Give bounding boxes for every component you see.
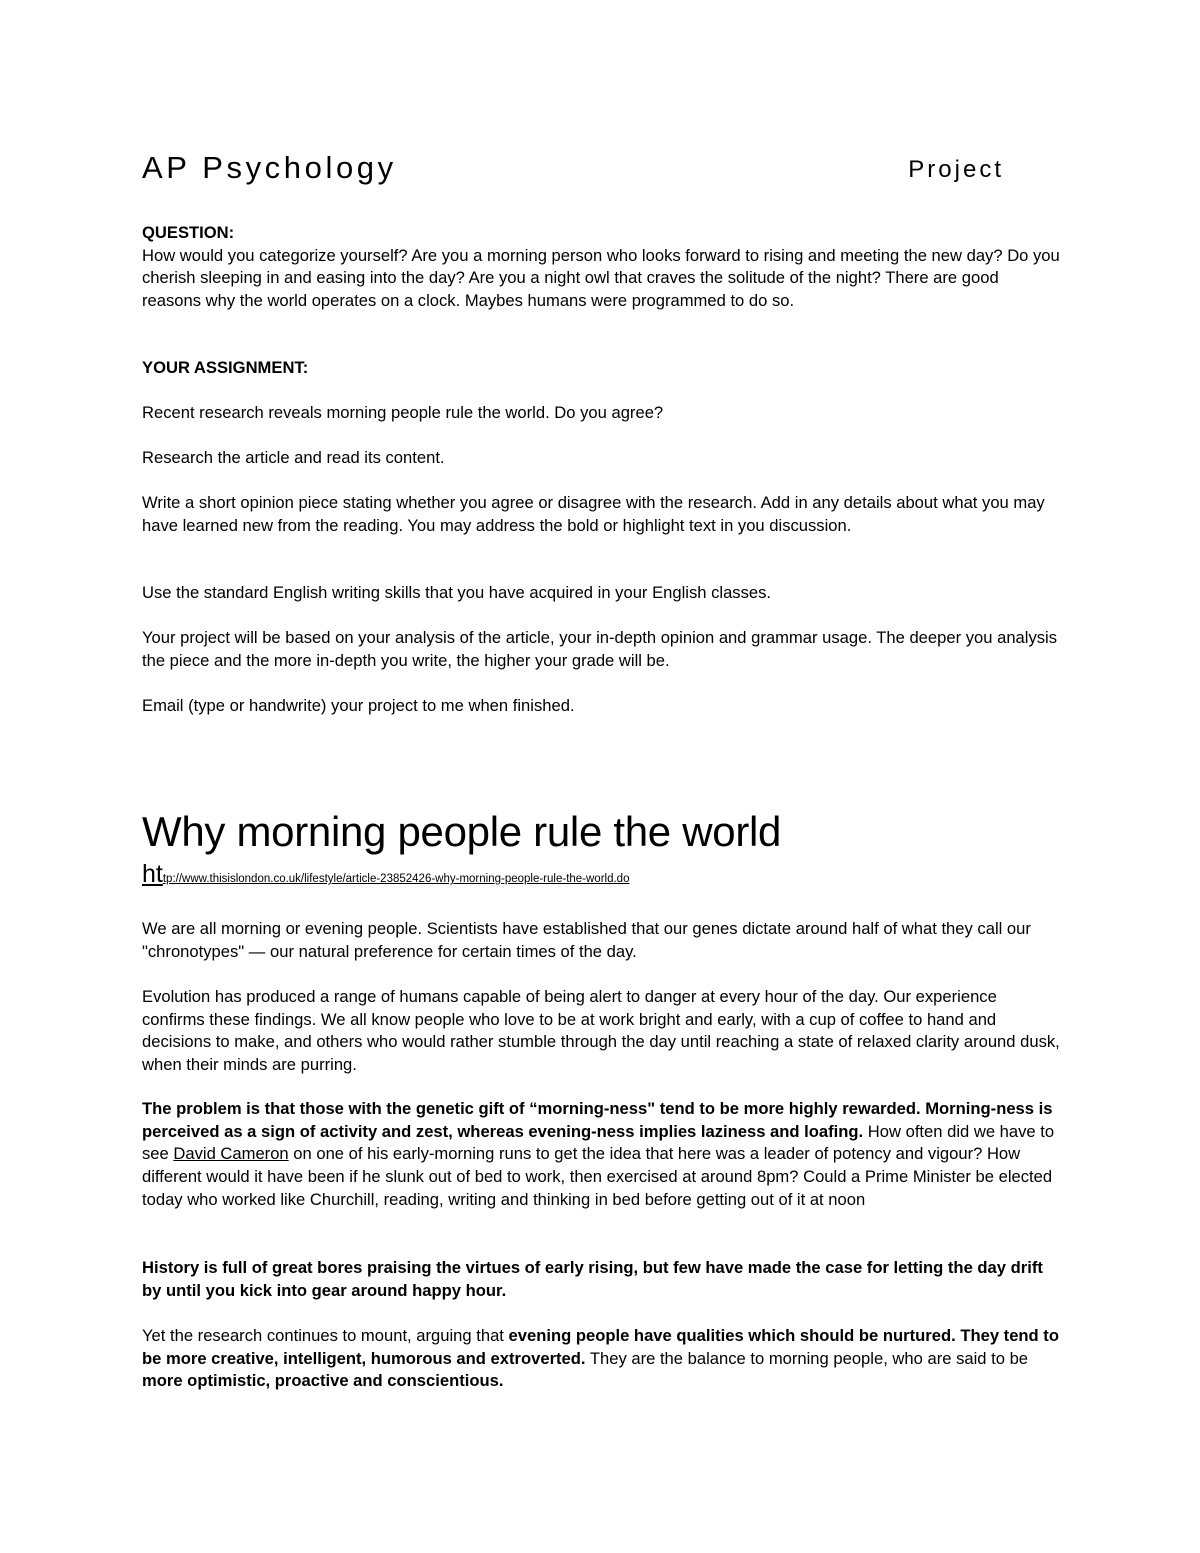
text-run: Yet the research continues to mount, arguing that <box>142 1326 509 1345</box>
article-paragraph-text <box>142 1257 1062 1302</box>
article-paragraph-text <box>142 1098 1062 1212</box>
bold-highlight: evening people have qualities which should be nurtured. They tend to be more creative, intelligent, humorous and extroverted. <box>142 1326 1059 1368</box>
article-paragraph <box>142 1325 1062 1393</box>
bold-highlight: The problem is that those with the genetic gift of “morning-ness" tend to be more highly rewarded. Morning-ness is perceived as a sign of activity and zest, whereas evening-ness implies laziness and loafing. <box>142 1099 1053 1141</box>
assignment-label: YOUR ASSIGNMENT: <box>142 358 309 377</box>
bold-highlight: History is full of great bores praising the virtues of early rising, but few have made the case for letting the day drift by until you kick into gear around happy hour. <box>142 1258 1043 1300</box>
article-url-prefix[interactable]: ht <box>142 860 163 888</box>
assignment-paragraph <box>142 402 1062 425</box>
article-title: Why morning people rule the world <box>142 808 782 855</box>
assignment-paragraph <box>142 695 1062 718</box>
assignment-paragraph <box>142 627 1062 672</box>
david-cameron-link[interactable]: David Cameron <box>173 1144 289 1164</box>
question-section <box>142 222 1062 313</box>
text-run: on one of his early-morning runs to get the idea that here was a leader of potency and vigour? How different would it have been if he slunk out of bed to work, then exercised at around 8pm? Could a Prime Minister be elected today who worked like Churchill, reading, writing and thinking in bed before getting out of it at noon <box>142 1144 1053 1209</box>
assignment-paragraph-text: Your project will be based on your analysis of the article, your in-depth opinion and grammar usage. The deeper you analysis the piece and the more in-depth you write, the higher your grade will be. <box>142 628 1058 670</box>
assignment-paragraph-text: Use the standard English writing skills that you have acquired in your English classes. <box>142 583 772 602</box>
article-paragraph <box>142 918 1062 963</box>
assignment-section <box>142 357 1062 380</box>
article-paragraph-text: Evolution has produced a range of humans capable of being alert to danger at every hour of the day. Our experience confirms these findings. We all know people who love to be at work bright and early, with a cup of coffee to hand and decisions to make, and others who would rather stumble through the day until reaching a state of relaxed clarity around dusk, when their minds are purring. <box>142 987 1060 1075</box>
article-paragraph <box>142 1257 1062 1302</box>
bold-highlight: more optimistic, proactive and conscientious. <box>142 1371 504 1391</box>
article-paragraph <box>142 986 1062 1077</box>
article-url-rest[interactable]: tp://www.thisislondon.co.uk/lifestyle/article-23852426-why-morning-people-rule-the-world.do <box>162 873 630 885</box>
course-title: AP Psychology <box>142 150 397 185</box>
question-text: How would you categorize yourself? Are you a morning person who looks forward to rising and meeting the new day? Do you cherish sleeping in and easing into the day? Are you a night owl that craves the solitude of the night? There are good reasons why the world operates on a clock. Maybes humans were programmed to do so. <box>142 245 1060 311</box>
article-url[interactable] <box>142 860 629 889</box>
assignment-paragraph-text: Recent research reveals morning people rule the world. Do you agree? <box>142 403 664 422</box>
assignment-paragraph-text: Research the article and read its content. <box>142 448 445 467</box>
project-label: Project <box>908 156 1004 183</box>
question-label: QUESTION: <box>142 223 235 242</box>
assignment-paragraph <box>142 447 1062 470</box>
assignment-paragraph-text: Email (type or handwrite) your project to me when finished. <box>142 696 575 715</box>
text-run: They are the balance to morning people, who are said to be <box>585 1348 1029 1368</box>
article-paragraph-text <box>142 1325 1062 1393</box>
article-paragraph <box>142 1098 1062 1212</box>
assignment-paragraph <box>142 582 1062 605</box>
assignment-paragraph <box>142 492 1062 537</box>
document-header <box>142 150 1004 195</box>
article-paragraph-text: We are all morning or evening people. Scientists have established that our genes dictate around half of what they call our "chronotypes" — our natural preference for certain times of the day. <box>142 919 1031 961</box>
text-run: How often did we have to see <box>142 1121 1055 1164</box>
assignment-paragraph-text: Write a short opinion piece stating whether you agree or disagree with the research. Add in any details about what you may have learned new from the reading. You may address the bold or highlight text in you discussion. <box>142 493 1045 535</box>
